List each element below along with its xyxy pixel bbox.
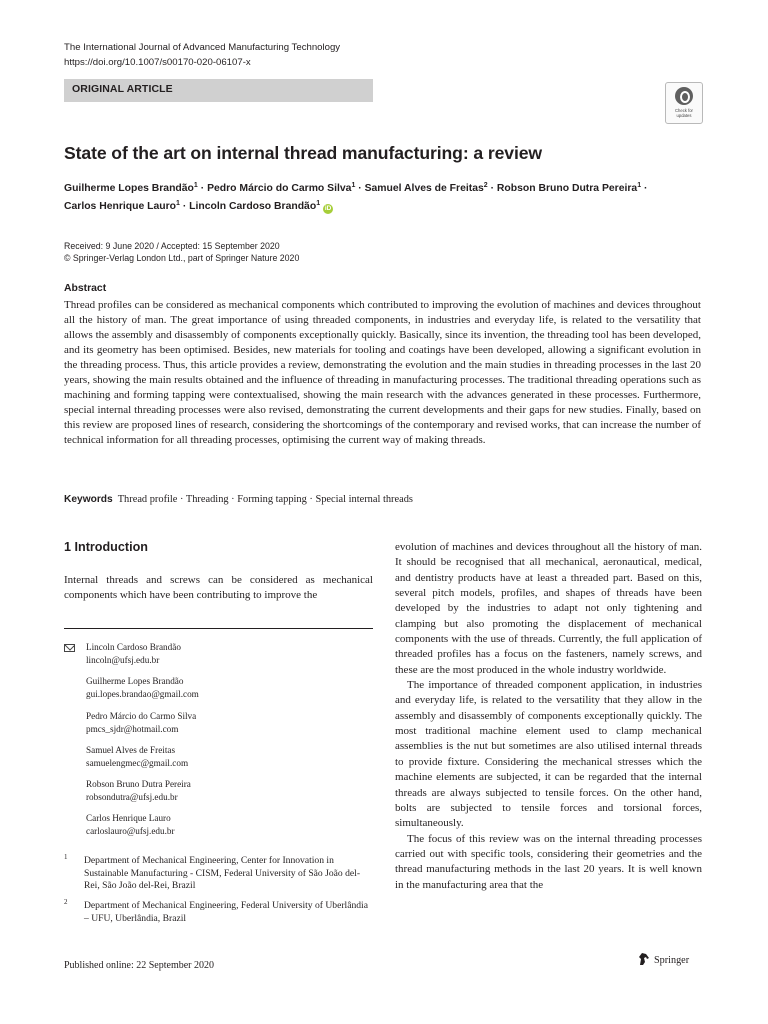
intro-paragraph: The focus of this review was on the internal threading processes carried out with specific tools, considering their geometries and the thread manufacturing methods in the last 20 years. It is well known in the manufacturing area that the: [395, 832, 702, 891]
publisher-name: Springer: [654, 955, 690, 966]
keywords-text: Thread profile · Threading · Forming tapping · Special internal threads: [117, 494, 413, 505]
author-name[interactable]: Robson Bruno Dutra Pereira: [496, 183, 638, 194]
author-separator: ·: [200, 183, 205, 194]
contact-email[interactable]: gui.lopes.brandao@gmail.com: [86, 689, 199, 699]
contact-email[interactable]: carloslauro@ufsj.edu.br: [86, 826, 175, 836]
contact-name: Samuel Alves de Freitas: [86, 745, 176, 755]
contact-email[interactable]: pmcs_sjdr@hotmail.com: [86, 724, 179, 734]
abstract-heading: Abstract: [64, 283, 107, 294]
author-affiliation-mark: 1: [637, 182, 642, 189]
contact-name: Robson Bruno Dutra Pereira: [86, 779, 191, 789]
journal-name: The International Journal of Advanced Manufacturing Technology: [64, 42, 341, 53]
author-affiliation-mark: 1: [176, 200, 180, 207]
orcid-icon[interactable]: iD: [324, 205, 332, 212]
check-updates-icon: [675, 87, 693, 105]
springer-horse-icon: [638, 952, 650, 966]
published-online-date: Published online: 22 September 2020: [64, 960, 214, 971]
publisher-logo: [638, 952, 689, 966]
affiliation-number: 1: [64, 853, 68, 861]
contact-email[interactable]: lincoln@ufsj.edu.br: [86, 655, 160, 665]
mail-icon: [64, 644, 75, 652]
abstract-text: Thread profiles can be considered as mechanical components which contributed to improving the evolution of machines and devices throughout all the history of man. The great importance of using threaded components, in industries and everyday life, is related to the versatility that allows the assembly and disassembly of components exceptionally quickly. Basically, since its invention, the threading tool has been developed, and its geometry has been optimised. Besides, new materials for tooling and coatings have been developed, allowing a significant evolution in the threading process. Thus, this article provides a review, demonstrating the evolution and the main studies in threading processes in the last 20 years, showing the main results obtained and the influence of threading in manufacturing processes. The traditional threading operations such as machining and forming tapping were contextualised, showing the main research with the advances generated in these processes. Furthermore, special internal threading processes were also revised, demonstrating the current developments and their gaps for new studies. Finally, based on this review are proposed lines of research, considering the shortcomings of the contemporary and revised works, that can increase the number of technical information for all threading processes, optimising the current way of making threads.: [64, 299, 701, 446]
affiliation-text: Department of Mechanical Engineering, Federal University of Uberlândia – UFU, Uberlândia, Brazil: [84, 900, 368, 924]
contact-email[interactable]: samuelengmec@gmail.com: [86, 758, 189, 768]
contact-name: Carlos Henrique Lauro: [86, 813, 171, 823]
author-name[interactable]: Pedro Márcio do Carmo Silva: [207, 183, 352, 194]
footnote-divider: [64, 628, 373, 629]
affiliation-text: Department of Mechanical Engineering, Center for Innovation in Sustainable Manufacturing - CISM, Federal University of São João del-Rei, São João del-Rei, Brazil: [84, 855, 361, 891]
article-type-banner: [64, 79, 373, 102]
author-name[interactable]: Carlos Henrique Lauro: [64, 201, 177, 212]
intro-paragraph-left: Internal threads and screws can be considered as mechanical components which have been contributing to improve the: [64, 574, 373, 601]
received-dates: Received: 9 June 2020 / Accepted: 15 September 2020: [64, 241, 280, 251]
article-type-label: ORIGINAL ARTICLE: [72, 83, 173, 95]
keywords: [64, 494, 413, 505]
contact-name: Guilherme Lopes Brandão: [86, 676, 184, 686]
contact-name: Pedro Márcio do Carmo Silva: [86, 711, 197, 721]
check-for-updates-badge[interactable]: [665, 82, 703, 124]
affiliation-number: 2: [64, 898, 68, 906]
author-line-1: [64, 182, 647, 196]
author-line-2: [64, 200, 333, 214]
intro-paragraph: The importance of threaded component application, in industries and everyday life, is related to the versatility that they allow in the assembly and disassembly of components exceptionally quickly. The most traditional machine element used to clamp mechanical assemblies is the nut but sometimes are also utilised internal threads to provide fixture. Considering the mechanical stresses which the machine elements are subjected, it can be regarded that the internal threads are always subjected to tensile forces. On the other hand, bolts are subjected to tensile forces and torsional forces, simultaneously.: [395, 679, 702, 830]
badge-line1: Check for: [675, 108, 693, 113]
author-affiliation-mark: 2: [483, 182, 488, 189]
author-separator: ·: [182, 201, 187, 212]
intro-paragraph: evolution of machines and devices throughout all the history of man. It should be recognised that all mechanical, aeronautical, medical, and dentistry products have at least a threaded part. Based on this, several pitch models, profiles, and shapes of threads have been developed by the industries to adapt not only tightening and clamping but also promoting the displacement of mechanical components with the use of threads. Currently, the full application of threaded profiles has a focus on the fasteners, namely screws, and these are the most produced in the whole industry worldwide.: [395, 541, 702, 676]
article-title: State of the art on internal thread manufacturing: a review: [64, 143, 543, 163]
author-separator: ·: [490, 183, 495, 194]
author-name[interactable]: Samuel Alves de Freitas: [364, 183, 484, 194]
contact-email[interactable]: robsondutra@ufsj.edu.br: [86, 792, 178, 802]
author-separator: ·: [358, 183, 362, 194]
author-name[interactable]: Guilherme Lopes Brandão: [64, 183, 194, 194]
copyright-notice: © Springer-Verlag London Ltd., part of Springer Nature 2020: [64, 253, 300, 263]
doi-link[interactable]: https://doi.org/10.1007/s00170-020-06107-x: [64, 57, 251, 68]
keywords-label: Keywords: [64, 494, 113, 505]
author-name[interactable]: Lincoln Cardoso Brandão: [189, 201, 317, 212]
right-column: [395, 540, 702, 893]
contact-name: Lincoln Cardoso Brandão: [86, 642, 181, 652]
author-separator: ·: [644, 183, 648, 194]
section-heading-introduction: 1 Introduction: [64, 540, 148, 554]
author-affiliation-mark: 1: [193, 182, 198, 189]
author-affiliation-mark: 1: [351, 182, 356, 189]
author-affiliation-mark: 1: [316, 200, 321, 207]
badge-line2: updates: [676, 113, 692, 118]
